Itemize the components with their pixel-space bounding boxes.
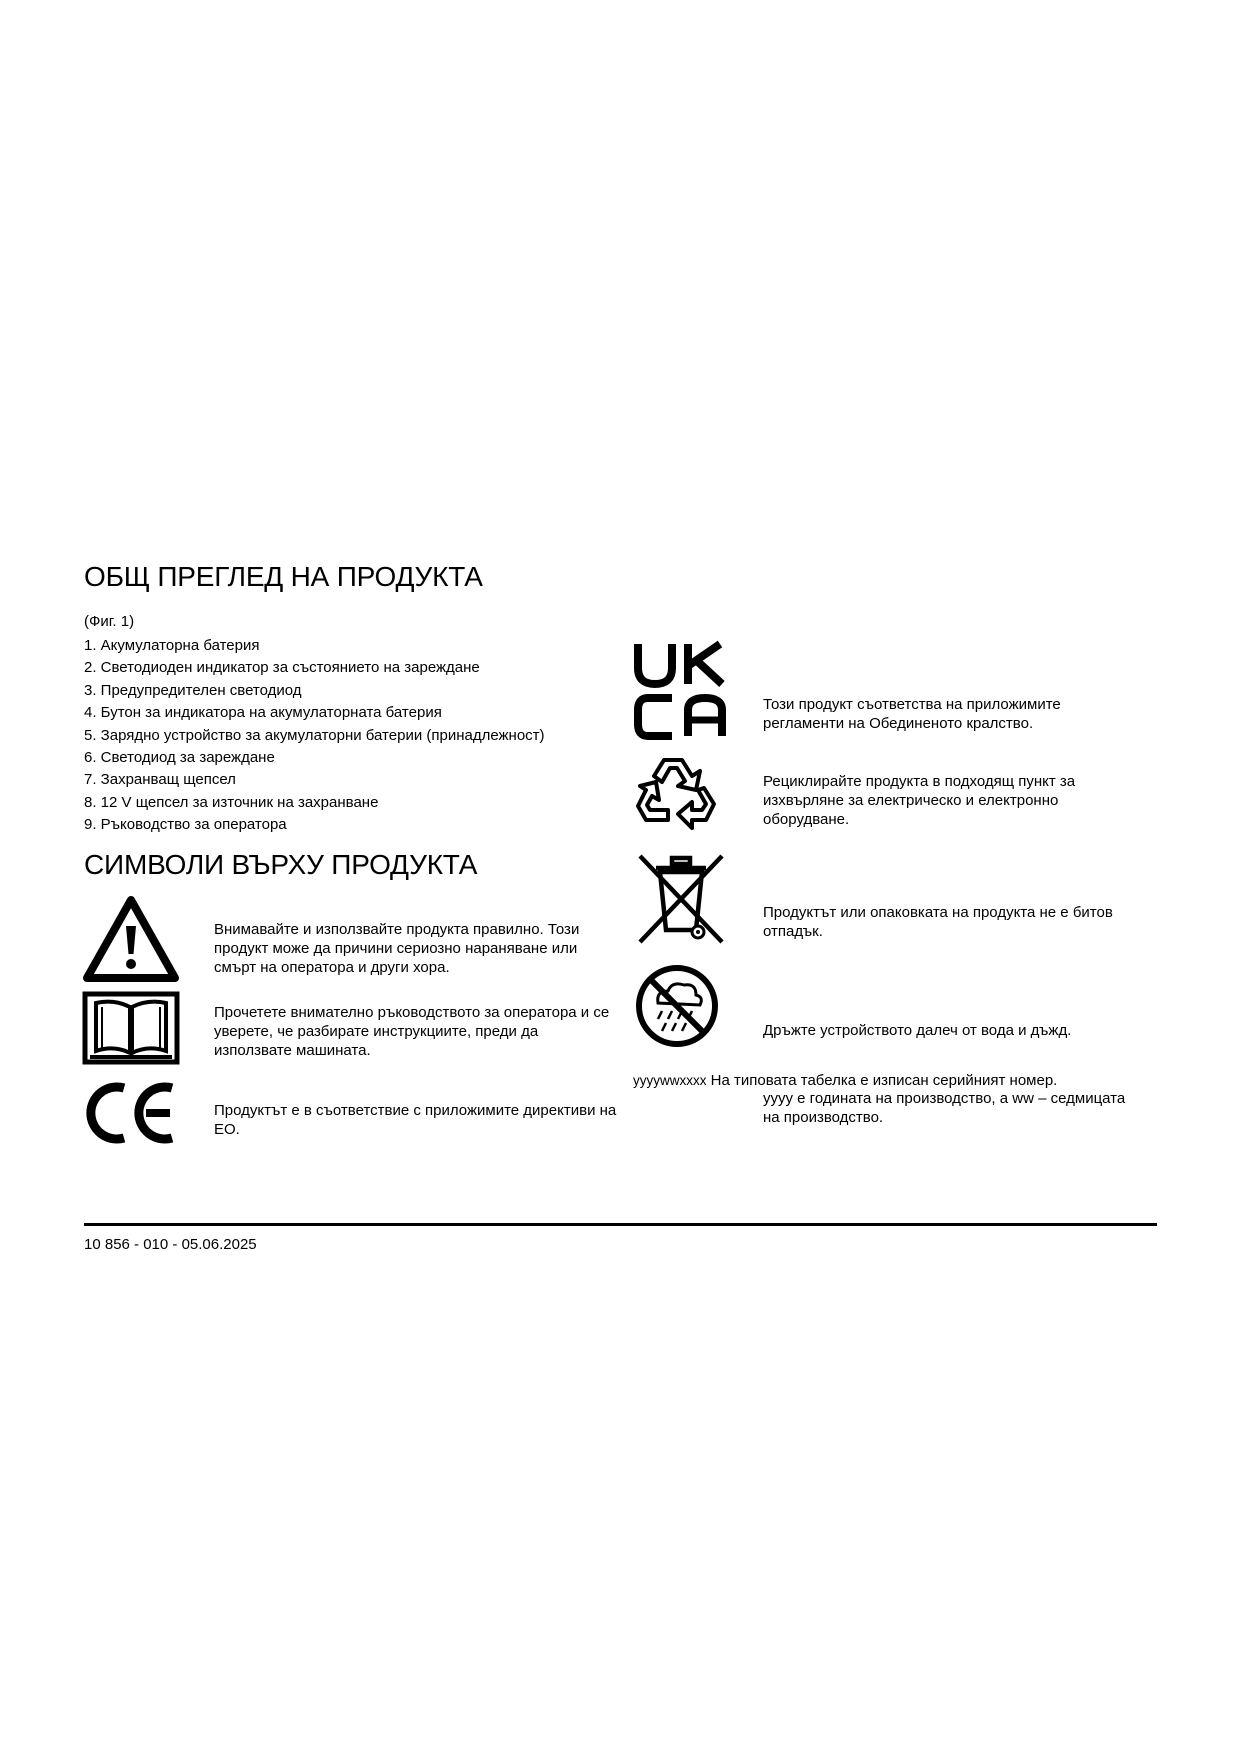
list-item: 1. Акумулаторна батерия bbox=[84, 637, 260, 654]
ce-mark-icon bbox=[84, 1080, 180, 1146]
overview-title: ОБЩ ПРЕГЛЕД НА ПРОДУКТА bbox=[84, 561, 483, 592]
crossed-bin-icon bbox=[634, 850, 728, 946]
figure-reference: (Фиг. 1) bbox=[84, 613, 135, 630]
list-item: 6. Светодиод за зареждане bbox=[84, 748, 275, 766]
ukca-symbol-text: Този продукт съответства на приложимите регламенти на Обединеното кралство. bbox=[763, 696, 1061, 732]
no-rain-icon bbox=[634, 963, 720, 1049]
weee-symbol-text: Продуктът или опаковката на продукта не е битов отпадък. bbox=[763, 904, 1113, 940]
document-number: 10 856 - 010 - 05.06.2025 bbox=[84, 1236, 257, 1253]
serial-explanation-mid: е годината на производство, а bbox=[793, 1090, 1013, 1107]
list-item: 4. Бутон за индикатора на акумулаторната батерия bbox=[84, 704, 442, 722]
ukca-mark-icon bbox=[634, 640, 732, 740]
warning-triangle-icon bbox=[82, 894, 180, 984]
serial-line-1 bbox=[633, 1071, 1057, 1090]
open-book-icon bbox=[82, 991, 180, 1065]
manual-symbol-text: Прочетете внимателно ръководството за оператора и се уверете, че разбирате инструкциите, преди да използвате машината. bbox=[214, 1004, 610, 1059]
list-item: 8. 12 V щепсел за източник на захранване bbox=[84, 793, 379, 811]
list-item: 2. Светодиоден индикатор за състоянието на зареждане bbox=[84, 659, 480, 677]
serial-week-code: ww bbox=[1012, 1090, 1034, 1107]
footer-divider bbox=[84, 1223, 1157, 1226]
recycle-icon bbox=[634, 752, 722, 836]
serial-explanation bbox=[763, 1089, 1133, 1127]
water-symbol-text: Дръжте устройството далеч от вода и дъжд. bbox=[763, 1022, 1072, 1039]
recycle-symbol-text: Рециклирайте продукта в подходящ пункт за изхвърляне за електрическо и електронно оборудване. bbox=[763, 773, 1076, 828]
list-item: 3. Предупредителен светодиод bbox=[84, 681, 302, 699]
list-item: 9. Ръководство за оператора bbox=[84, 816, 287, 834]
serial-description: На типовата табелка е изписан серийният номер. bbox=[710, 1072, 1058, 1089]
serial-year-code: yyyy bbox=[763, 1090, 793, 1107]
list-item: 7. Захранващ щепсел bbox=[84, 771, 236, 789]
component-list bbox=[84, 635, 545, 837]
warning-symbol-text: Внимавайте и използвайте продукта правилно. Този продукт може да причини сериозно нараняване или смърт на оператора и други хора. bbox=[214, 921, 580, 976]
list-item: 5. Зарядно устройство за акумулаторни батерии (принадлежност) bbox=[84, 726, 545, 744]
serial-code: yyyywwxxxx bbox=[633, 1073, 707, 1088]
ce-symbol-text: Продуктът е в съответствие с приложимите директиви на ЕО. bbox=[214, 1102, 617, 1138]
serial-explanation-end: – седмицата на производство. bbox=[763, 1090, 1126, 1126]
symbols-title: СИМВОЛИ ВЪРХУ ПРОДУКТА bbox=[84, 849, 478, 880]
